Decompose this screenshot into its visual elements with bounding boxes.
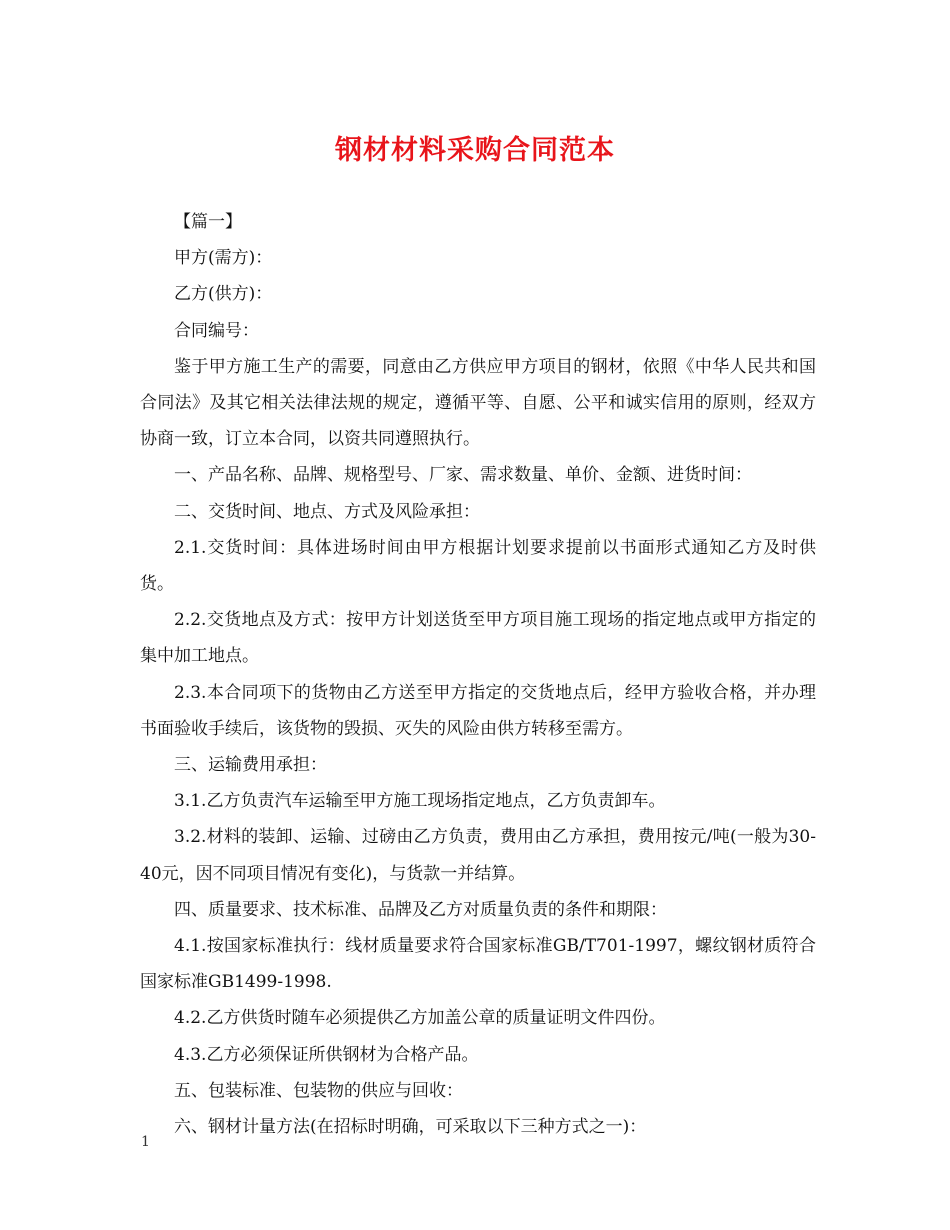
- contract-number-line: 合同编号：: [174, 320, 259, 341]
- clause-heading-1: 一、产品名称、品牌、规格型号、厂家、需求数量、单价、金额、进货时间：: [174, 465, 752, 486]
- clause-2-1: 2.1.交货时间：具体进场时间由甲方根据计划要求提前以书面形式通知乙方及时供货。: [140, 537, 816, 595]
- party-b-line: 乙方(供方)：: [174, 284, 273, 305]
- preamble-paragraph: 鉴于甲方施工生产的需要，同意由乙方供应甲方项目的钢材，依照《中华人民共和国合同法》及其它相关法律法规的规定，遵循平等、自愿、公平和诚实信用的原则，经双方协商一致，订立本合同，以资共同遵照执行。: [140, 356, 816, 450]
- clause-heading-2: 二、交货时间、地点、方式及风险承担：: [174, 501, 480, 522]
- clause-heading-5: 五、包装标准、包装物的供应与回收：: [174, 1080, 463, 1101]
- clause-heading-3: 三、运输费用承担：: [174, 755, 327, 776]
- page-number: 1: [141, 1134, 150, 1150]
- clause-4-2: 4.2.乙方供货时随车必须提供乙方加盖公章的质量证明文件四份。: [174, 1008, 666, 1029]
- clause-heading-6: 六、钢材计量方法(在招标时明确，可采取以下三种方式之一)：: [174, 1117, 647, 1138]
- document-title: 钢材材料采购合同范本: [335, 135, 615, 166]
- clause-2-2: 2.2.交货地点及方式：按甲方计划送货至甲方项目施工现场的指定地点或甲方指定的集中加工地点。: [140, 610, 816, 667]
- clause-4-1: 4.1.按国家标准执行：线材质量要求符合国家标准GB/T701-1997，螺纹钢材质符合国家标准GB1499-1998.: [140, 936, 816, 993]
- party-a-line: 甲方(需方)：: [174, 248, 273, 269]
- clause-3-2: 3.2.材料的装卸、运输、过磅由乙方负责，费用由乙方承担，费用按元/吨(一般为30-40元，因不同项目情况有变化)，与货款一并结算。: [140, 827, 816, 884]
- document-body: [140, 204, 816, 1145]
- clause-3-1: 3.1.乙方负责汽车运输至甲方施工现场指定地点，乙方负责卸车。: [174, 791, 666, 812]
- clause-4-3: 4.3.乙方必须保证所供钢材为合格产品。: [174, 1044, 479, 1065]
- clause-heading-4: 四、质量要求、技术标准、品牌及乙方对质量负责的条件和期限：: [174, 899, 667, 920]
- clause-2-3: 2.3.本合同项下的货物由乙方送至甲方指定的交货地点后，经甲方验收合格，并办理书面验收手续后，该货物的毁损、灭失的风险由供方转移至需方。: [140, 682, 816, 739]
- section-heading: 【篇一】: [174, 212, 242, 232]
